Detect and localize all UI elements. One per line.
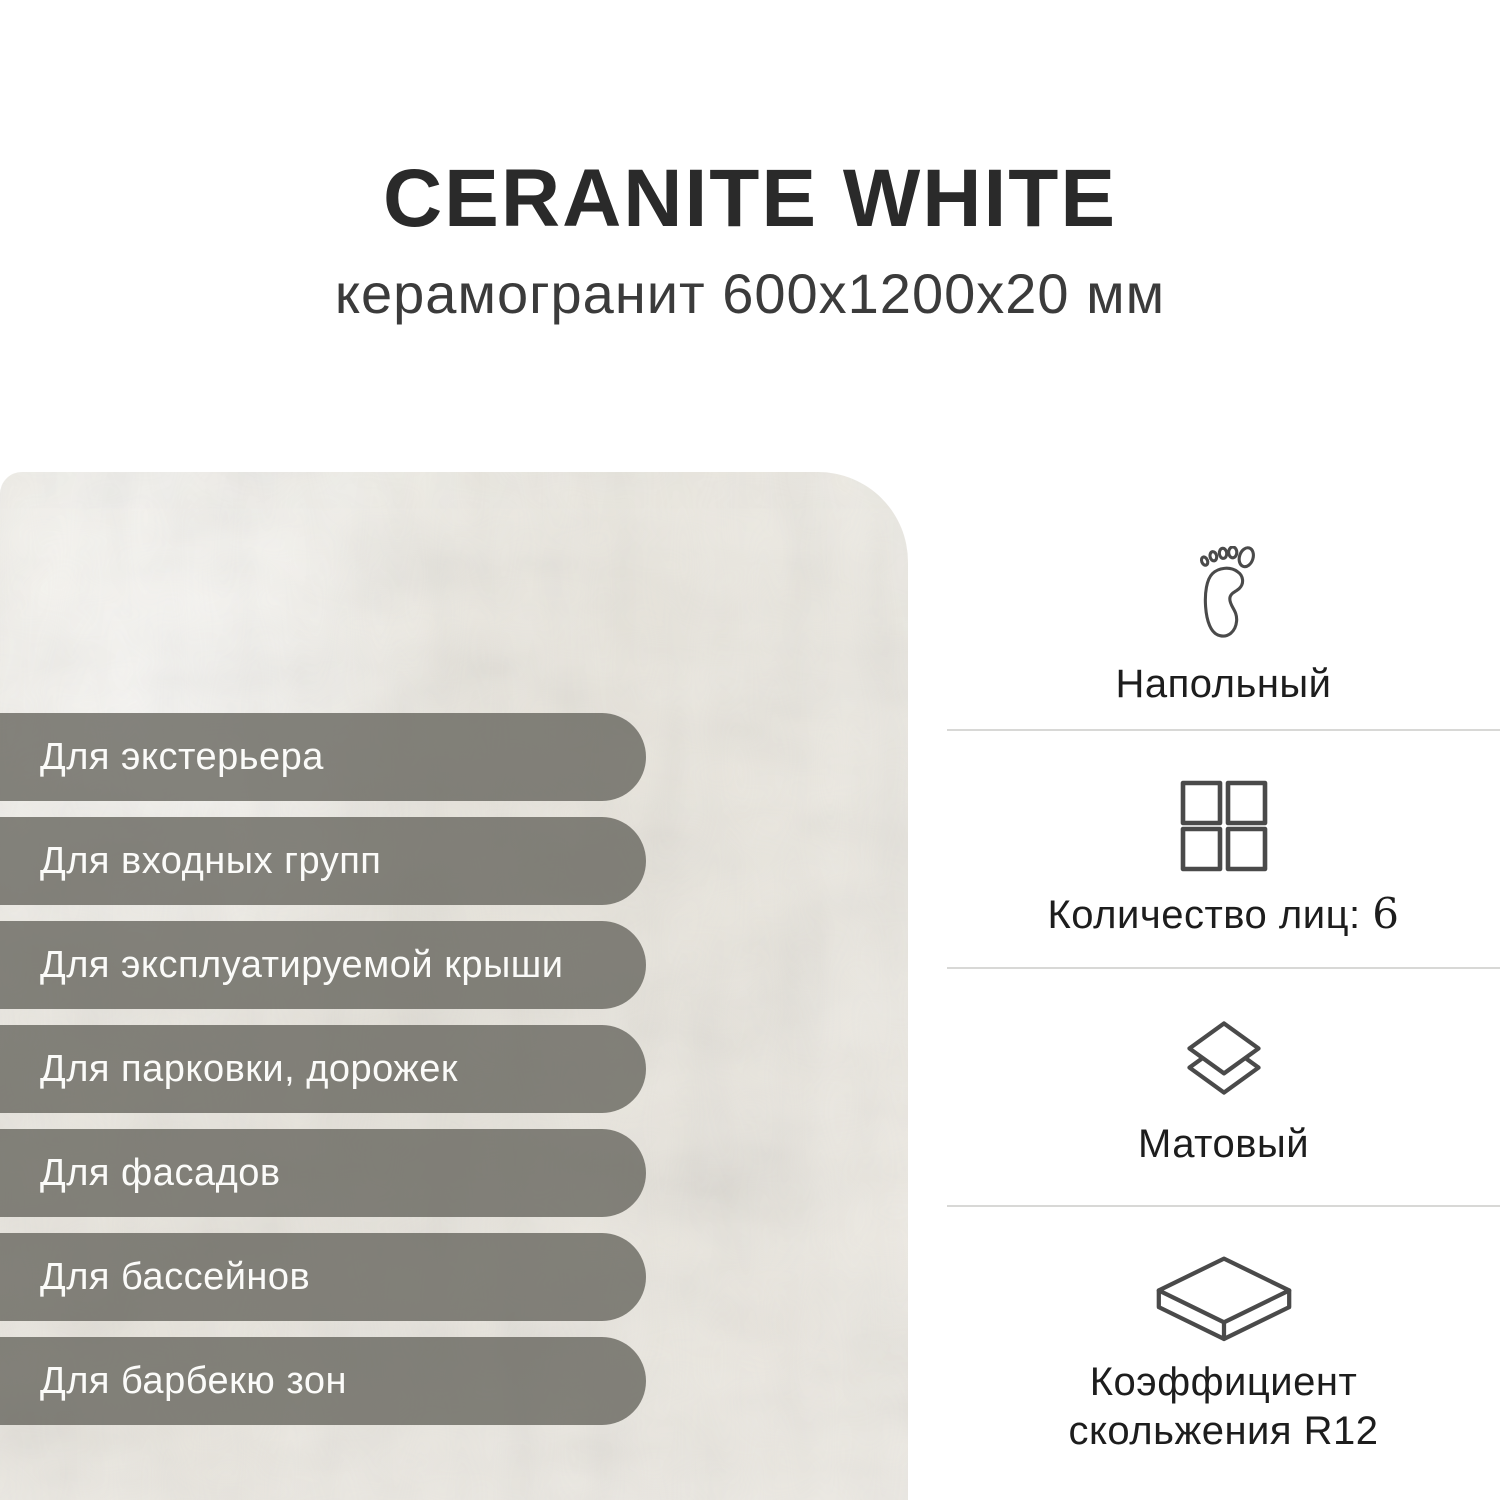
feature-slip bbox=[947, 1248, 1500, 1456]
feature-slip-line2: скольжения R12 bbox=[1068, 1408, 1379, 1453]
separator bbox=[947, 729, 1500, 731]
feature-floor bbox=[947, 546, 1500, 709]
feature-faces bbox=[947, 780, 1500, 940]
page-title: CERANITE WHITE bbox=[382, 153, 1118, 244]
usage-pill-label: Для парковки, дорожек bbox=[40, 1047, 459, 1090]
feature-slip-line1: Коэффициент bbox=[1089, 1360, 1358, 1404]
feature-faces-value: 6 bbox=[1372, 889, 1400, 938]
usage-pill-label: Для эксплуатируемой крыши bbox=[40, 943, 564, 986]
usage-tag-list bbox=[0, 713, 908, 1441]
separator bbox=[947, 967, 1500, 969]
tile-slab-icon bbox=[1148, 1248, 1300, 1342]
grid-squares-icon bbox=[1180, 780, 1268, 872]
tile-photo bbox=[0, 472, 908, 1500]
usage-pill-entrance bbox=[0, 817, 646, 905]
usage-pill-label: Для бассейнов bbox=[40, 1255, 311, 1298]
usage-pill-parking bbox=[0, 1025, 646, 1113]
usage-pill-label: Для фасадов bbox=[40, 1151, 281, 1194]
usage-pill-label: Для барбекю зон bbox=[40, 1359, 347, 1402]
usage-pill-roof bbox=[0, 921, 646, 1009]
usage-pill-exterior bbox=[0, 713, 646, 801]
page-subtitle: керамогранит 600х1200х20 мм bbox=[334, 262, 1166, 325]
header bbox=[0, 153, 1500, 325]
feature-finish bbox=[947, 1012, 1500, 1169]
usage-pill-pool bbox=[0, 1233, 646, 1321]
separator bbox=[947, 1205, 1500, 1207]
feature-faces-text: Количество лиц: bbox=[1047, 893, 1361, 937]
usage-pill-label: Для экстерьера bbox=[40, 735, 324, 778]
feature-finish-label: Матовый bbox=[1137, 1122, 1310, 1166]
feature-slip-label bbox=[1068, 1358, 1378, 1456]
feature-floor-label: Напольный bbox=[1115, 662, 1332, 706]
layers-icon bbox=[1176, 1012, 1272, 1104]
footprint-icon bbox=[1193, 546, 1255, 644]
feature-faces-label bbox=[1048, 888, 1400, 940]
usage-pill-facade bbox=[0, 1129, 646, 1217]
usage-pill-bbq bbox=[0, 1337, 646, 1425]
usage-pill-label: Для входных групп bbox=[40, 839, 382, 882]
